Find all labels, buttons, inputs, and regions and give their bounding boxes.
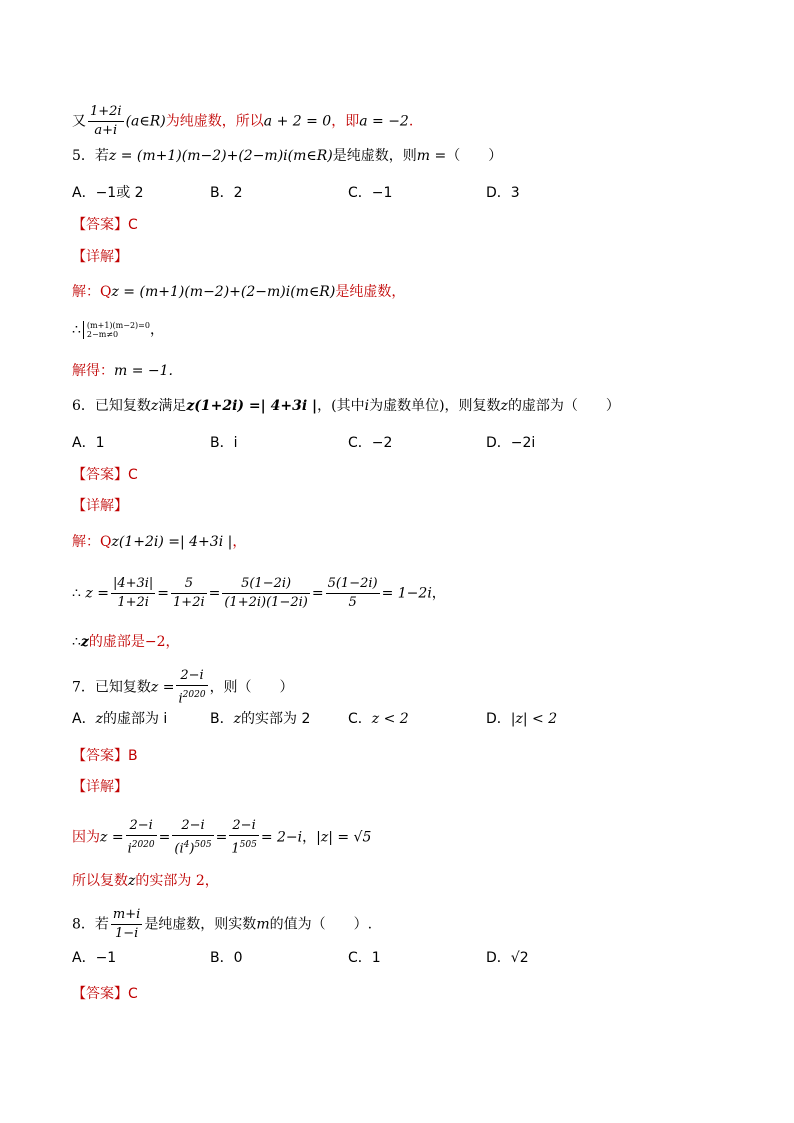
text: 解：Q (72, 284, 112, 300)
math-variable: z (80, 634, 89, 650)
text: 解得： (72, 363, 114, 379)
math-variable: z (500, 398, 508, 414)
math-equation: a = −2 (359, 113, 409, 130)
solution-line (72, 818, 371, 857)
option-a: A．−1或 2 (72, 185, 144, 201)
option-d: D．−2i (486, 435, 536, 451)
text: ， (431, 585, 446, 602)
text: 是纯虚数，则实数 (144, 916, 257, 933)
math-variable: z (233, 711, 241, 727)
math-result: = 1−2i (381, 585, 432, 602)
option-text: 的虚部为 i (102, 711, 168, 727)
question-5-stem (72, 146, 502, 166)
option-b: B．i (210, 435, 238, 451)
math-expression: z(1+2i) =| 4+3i | (111, 534, 233, 550)
exponent: 4 (183, 840, 190, 850)
therefore-symbol: ∴ (72, 322, 81, 338)
text: 又 (72, 113, 86, 130)
math-result: = 2−i (260, 829, 303, 846)
equals-sign: = (157, 585, 170, 602)
math-modulus: |z| = √5 (316, 829, 372, 846)
math-variable: m = (416, 148, 447, 164)
fraction-denominator: a+i (94, 123, 118, 138)
answer-label: 【答案】C (72, 467, 138, 483)
base: (i (174, 841, 184, 857)
exponent: 2020 (131, 840, 155, 850)
option-letter: D． (486, 711, 511, 727)
fraction (229, 818, 258, 857)
math-expression: |z| < 2 (510, 711, 558, 727)
therefore-symbol: ∴ (72, 585, 81, 602)
fraction (176, 668, 207, 707)
fraction-numerator: m+i (111, 907, 142, 925)
fraction-denominator: 1+2i (173, 595, 205, 610)
fraction-denominator (126, 836, 157, 857)
text: 满足 (158, 398, 187, 414)
fraction-numerator: 2−i (126, 818, 157, 836)
math-variable: z (128, 873, 136, 889)
equation-system (83, 321, 150, 339)
text: 为虚数单位)，则复数 (369, 398, 501, 414)
fraction-denominator (229, 836, 258, 857)
system-equation-2: 2−m≠0 (86, 330, 119, 339)
text: ，即 (331, 113, 360, 130)
fraction (88, 104, 124, 139)
question-number: 7．已知复数 (72, 679, 151, 696)
therefore-symbol: ∴ (72, 634, 81, 650)
fraction (172, 818, 213, 857)
question-number: 8．若 (72, 916, 109, 933)
system-equation-1: (m+1)(m−2)=0 (86, 321, 150, 330)
option-d: D．3 (486, 185, 520, 201)
math-expression: z = (m+1)(m−2)+(2−m)i(m∈R) (108, 148, 333, 164)
question-number: 6．已知复数 (72, 398, 151, 414)
question-number: 5．若 (72, 148, 109, 164)
continuation-line (72, 104, 413, 139)
option-d: D．√2 (486, 950, 529, 966)
math-expression: z < 2 (371, 711, 409, 727)
option-b: B．0 (210, 950, 243, 966)
option-b: B．2 (210, 185, 243, 201)
math-variable: i (364, 398, 370, 414)
detail-label: 【详解】 (72, 779, 128, 795)
fraction-denominator: 5 (348, 595, 357, 610)
option-c (348, 709, 409, 729)
fraction-numerator: 2−i (229, 818, 258, 836)
math-variable: z = (100, 829, 124, 846)
text: 为纯虚数，所以 (165, 113, 264, 130)
fraction-numerator: 5(1−2i) (222, 576, 309, 594)
fraction-numerator: 2−i (172, 818, 213, 836)
fraction (126, 818, 157, 857)
paren: ) (189, 841, 195, 857)
detail-label: 【详解】 (72, 498, 128, 514)
fraction (111, 576, 155, 611)
equals-sign: = (158, 829, 171, 846)
question-8-stem (72, 907, 372, 942)
text: 的实部为 2， (135, 873, 219, 889)
fraction (222, 576, 309, 611)
option-letter: B． (210, 711, 234, 727)
base: i (178, 691, 183, 707)
fraction-numerator: |4+3i| (111, 576, 155, 594)
answer-label: 【答案】B (72, 748, 138, 764)
blank-paren: （ ） (446, 148, 503, 164)
text: ，(其中 (317, 398, 365, 414)
text: 因为 (72, 829, 100, 846)
fraction (326, 576, 380, 611)
math-variable: z (95, 711, 103, 727)
option-c: C．−2 (348, 435, 393, 451)
fraction-numerator: 5(1−2i) (326, 576, 380, 594)
math-variable: z (150, 398, 159, 414)
exponent: 505 (194, 840, 212, 850)
text: . (408, 113, 414, 130)
fraction (171, 576, 207, 611)
result-line (72, 361, 173, 381)
option-a (72, 709, 167, 729)
math-variable: m (256, 916, 270, 933)
option-d (486, 709, 557, 729)
system-line (72, 320, 164, 340)
text: ， (149, 322, 164, 338)
question-6-stem (72, 396, 620, 416)
conclusion-line (72, 871, 219, 891)
math-expression: z = (m+1)(m−2)+(2−m)i(m∈R) (111, 284, 336, 300)
text: 解：Q (72, 534, 112, 550)
text: 是纯虚数，则 (332, 148, 417, 164)
math-variable: z = (150, 679, 175, 696)
fraction-denominator: (1+2i)(1−2i) (224, 595, 308, 610)
text: 所以复数 (72, 873, 128, 889)
text: 的虚部为（ ） (507, 398, 620, 414)
calculation-line (72, 576, 446, 611)
text: ， (232, 534, 247, 550)
math-condition: (a∈R) (125, 113, 166, 130)
solution-line (72, 532, 246, 552)
fraction-numerator: 1+2i (88, 104, 124, 122)
base: 1 (231, 841, 240, 857)
math-expression: z(1+2i) =| 4+3i | (186, 398, 318, 414)
fraction-denominator (176, 686, 207, 707)
fraction-denominator: 1−i (114, 926, 139, 941)
base: i (127, 841, 132, 857)
fraction-numerator: 5 (171, 576, 207, 594)
question-7-stem (72, 668, 294, 707)
option-text: 的实部为 2 (241, 711, 311, 727)
fraction-denominator: 1+2i (117, 595, 149, 610)
text: 的值为（ ）. (269, 916, 373, 933)
option-letter: C． (348, 711, 372, 727)
exponent: 505 (239, 840, 257, 850)
fraction-denominator (172, 836, 213, 857)
math-result: m = −1. (114, 363, 173, 379)
equals-sign: = (215, 829, 228, 846)
text: 的虚部是−2， (88, 634, 180, 650)
text: ， (302, 829, 317, 846)
math-variable: z = (85, 585, 109, 602)
fraction-numerator: 2−i (176, 668, 207, 686)
option-a: A．−1 (72, 950, 117, 966)
text: 是纯虚数， (335, 284, 406, 300)
equals-sign: = (208, 585, 221, 602)
math-equation: a + 2 = 0 (263, 113, 332, 130)
option-a: A．1 (72, 435, 105, 451)
answer-label: 【答案】C (72, 217, 138, 233)
equals-sign: = (311, 585, 324, 602)
solution-line (72, 282, 405, 302)
text: ，则（ ） (209, 679, 294, 696)
answer-label: 【答案】C (72, 986, 138, 1002)
conclusion-line (72, 632, 180, 652)
fraction (111, 907, 142, 942)
option-b (210, 709, 310, 729)
option-letter: A． (72, 711, 96, 727)
option-c: C．−1 (348, 185, 393, 201)
detail-label: 【详解】 (72, 249, 128, 265)
option-c: C．1 (348, 950, 381, 966)
exponent: 2020 (182, 690, 206, 700)
